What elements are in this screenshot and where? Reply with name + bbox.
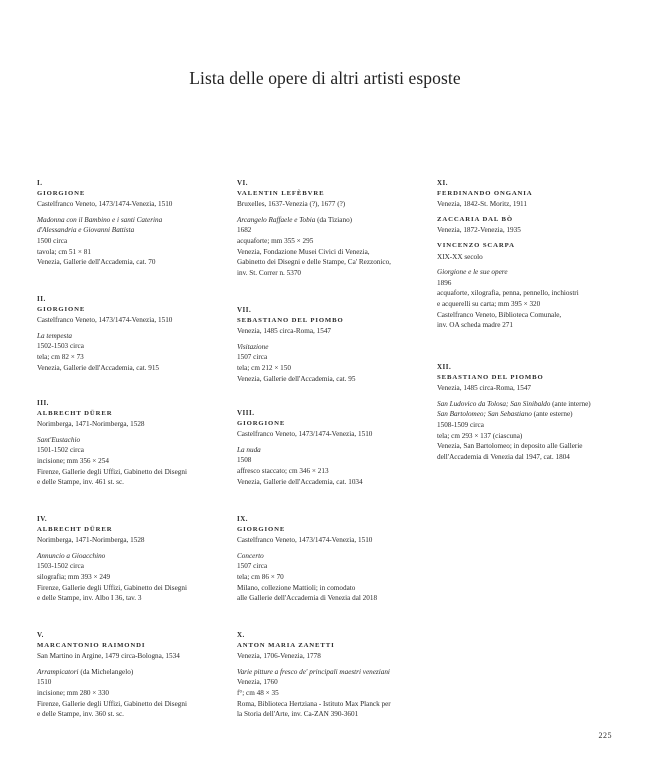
entry-number: X. bbox=[237, 631, 245, 639]
work-title: Sant'Eustachio bbox=[37, 435, 81, 444]
work-location: Gabinetto dei Disegni e delle Stampe, Ca' Rezzonico, bbox=[237, 258, 391, 267]
work-date: 1503-1502 circa bbox=[37, 562, 84, 571]
work-location: e delle Stampe, inv. Albo I 36, tav. 3 bbox=[37, 594, 142, 603]
entry-number: IV. bbox=[37, 515, 48, 523]
artist-bio: Venezia, 1485 circa-Roma, 1547 bbox=[237, 327, 332, 336]
artist-name: VINCENZO SCARPA bbox=[437, 241, 515, 249]
work-date: 1896 bbox=[437, 278, 452, 287]
artist-name: ALBRECHT DÜRER bbox=[37, 409, 113, 417]
catalog-entry-7 bbox=[237, 305, 407, 384]
entry-number: III. bbox=[37, 399, 49, 407]
catalog-entry-1 bbox=[37, 178, 212, 268]
work-medium: tela; cm 293 × 137 (ciascuna) bbox=[437, 431, 523, 440]
entry-number: II. bbox=[37, 295, 46, 303]
work-medium: e acquerelli su carta; mm 395 × 320 bbox=[437, 299, 541, 308]
catalog-entry-5 bbox=[37, 630, 212, 720]
entry-number: IX. bbox=[237, 515, 249, 523]
work-medium: tela; cm 86 × 70 bbox=[237, 572, 284, 581]
work-location: Venezia, Gallerie dell'Accademia, cat. 1034 bbox=[237, 477, 363, 486]
artist-name: ANTON MARIA ZANETTI bbox=[237, 641, 335, 649]
work-location: dell'Accademia di Venezia dal 1947, cat. 1804 bbox=[437, 452, 570, 461]
catalog-entry-9 bbox=[237, 514, 407, 604]
work-location: Venezia, Fondazione Musei Civici di Venezia, bbox=[237, 247, 370, 256]
work-title: Annuncio a Gioacchino bbox=[37, 551, 106, 560]
work-medium: acquaforte; mm 355 × 295 bbox=[237, 236, 314, 245]
work-medium: tavola; cm 51 × 81 bbox=[37, 247, 91, 256]
work-medium: acquaforte, xilografia, penna, pennello, inchiostri bbox=[437, 289, 579, 298]
entry-number: V. bbox=[37, 631, 44, 639]
entry-number: I. bbox=[37, 179, 43, 187]
work-medium: tela; cm 212 × 150 bbox=[237, 363, 291, 372]
artist-bio: Venezia, 1485 circa-Roma, 1547 bbox=[437, 384, 532, 393]
work-location: Firenze, Gallerie degli Uffizi, Gabinetto dei Disegni bbox=[37, 467, 187, 476]
artist-name: GIORGIONE bbox=[237, 419, 286, 427]
catalog-entry-10 bbox=[237, 630, 407, 720]
entry-number: XII. bbox=[437, 363, 452, 371]
artist-bio: Castelfranco Veneto, 1473/1474-Venezia, 1510 bbox=[237, 536, 373, 545]
artist-bio: XIX-XX secolo bbox=[437, 252, 483, 261]
work-date: 1507 circa bbox=[237, 353, 268, 362]
work-medium: incisione; mm 280 × 330 bbox=[37, 688, 109, 697]
work-location: alle Gallerie dell'Accademia di Venezia dal 2018 bbox=[237, 594, 378, 603]
work-location: Venezia, Gallerie dell'Accademia, cat. 95 bbox=[237, 374, 356, 383]
work-title: d'Alessandria e Giovanni Battista bbox=[37, 226, 135, 235]
artist-bio: Bruxelles, 1637-Venezia (?), 1677 (?) bbox=[237, 200, 346, 209]
entry-number: VII. bbox=[237, 306, 252, 314]
artist-name: FERDINANDO ONGANIA bbox=[437, 189, 533, 197]
work-date: 1501-1502 circa bbox=[37, 446, 84, 455]
work-medium: incisione; mm 356 × 254 bbox=[37, 456, 109, 465]
work-title: Giorgione e le sue opere bbox=[437, 268, 508, 277]
work-date: Venezia, 1760 bbox=[237, 678, 278, 687]
artist-name: SEBASTIANO DEL PIOMBO bbox=[237, 316, 344, 324]
work-title: La tempesta bbox=[37, 331, 72, 340]
work-medium: affresco staccato; cm 346 × 213 bbox=[237, 466, 329, 475]
work-title: Arrampicatori (da Michelangelo) bbox=[37, 667, 134, 676]
artist-name: GIORGIONE bbox=[37, 189, 86, 197]
work-date: 1508-1509 circa bbox=[437, 420, 484, 429]
artist-bio: Castelfranco Veneto, 1473/1474-Venezia, 1510 bbox=[37, 200, 173, 209]
artist-name: GIORGIONE bbox=[237, 525, 286, 533]
work-date: 1682 bbox=[237, 226, 252, 235]
artist-bio: Venezia, 1842-St. Moritz, 1911 bbox=[437, 200, 527, 209]
work-title: Varie pitture a fresco de' principali maestri veneziani bbox=[237, 667, 390, 676]
work-location: Milano, collezione Mattioli; in comodato bbox=[237, 583, 356, 592]
entry-number: XI. bbox=[437, 179, 449, 187]
work-title: Madonna con il Bambino e i santi Caterina bbox=[37, 215, 163, 224]
catalog-entry-11 bbox=[437, 178, 617, 331]
work-title: Arcangelo Raffaele e Tobia (da Tiziano) bbox=[237, 215, 353, 224]
entry-number: VI. bbox=[237, 179, 249, 187]
work-medium: tela; cm 82 × 73 bbox=[37, 352, 84, 361]
work-location: Roma, Biblioteca Hertziana - Istituto Max Planck per bbox=[237, 699, 391, 708]
work-title: Concerto bbox=[237, 551, 264, 560]
catalog-entry-6 bbox=[237, 178, 407, 278]
work-location: la Storia dell'Arte, inv. Ca-ZAN 390-3601 bbox=[237, 710, 359, 719]
catalog-entry-4 bbox=[37, 514, 212, 604]
page-title: Lista delle opere di altri artisti esposte bbox=[189, 68, 461, 88]
work-location: e delle Stampe, inv. 461 st. sc. bbox=[37, 478, 124, 487]
work-location: Venezia, Gallerie dell'Accademia, cat. 915 bbox=[37, 363, 160, 372]
artist-bio: Venezia, 1872-Venezia, 1935 bbox=[437, 226, 521, 235]
work-location: Castelfranco Veneto, Biblioteca Comunale, bbox=[437, 310, 562, 319]
artist-name: GIORGIONE bbox=[37, 305, 86, 313]
work-title: Visitazione bbox=[237, 342, 269, 351]
work-location: Venezia, San Bartolomeo; in deposito alle Gallerie bbox=[437, 442, 583, 451]
work-location: Firenze, Gallerie degli Uffizi, Gabinetto dei Disegni bbox=[37, 583, 187, 592]
catalog-entry-12 bbox=[437, 362, 617, 462]
work-location: e delle Stampe, inv. 360 st. sc. bbox=[37, 710, 124, 719]
page-number: 225 bbox=[598, 731, 612, 740]
artist-name: ALBRECHT DÜRER bbox=[37, 525, 113, 533]
work-medium: silografia; mm 393 × 249 bbox=[37, 572, 111, 581]
work-title: La nuda bbox=[237, 445, 261, 454]
artist-bio: San Martino in Argine, 1479 circa-Bologna, 1534 bbox=[37, 652, 180, 661]
work-location: inv. St. Correr n. 5370 bbox=[237, 268, 302, 277]
catalog-entry-3 bbox=[37, 398, 212, 488]
work-date: 1507 circa bbox=[237, 562, 268, 571]
work-location: Venezia, Gallerie dell'Accademia, cat. 70 bbox=[37, 258, 156, 267]
work-title: San Ludovico da Tolosa; San Sinibaldo (ante interne) bbox=[437, 399, 591, 408]
artist-bio: Norimberga, 1471-Norimberga, 1528 bbox=[37, 536, 145, 545]
work-date: 1500 circa bbox=[37, 236, 68, 245]
work-medium: f°; cm 48 × 35 bbox=[237, 688, 279, 697]
catalog-entry-8 bbox=[237, 408, 407, 487]
work-title: San Bartolomeo; San Sebastiano (ante esterne) bbox=[437, 410, 573, 419]
entry-number: VIII. bbox=[237, 409, 255, 417]
work-date: 1510 bbox=[37, 678, 52, 687]
artist-name: ZACCARIA DAL BÒ bbox=[437, 215, 513, 223]
artist-bio: Norimberga, 1471-Norimberga, 1528 bbox=[37, 420, 145, 429]
artist-name: SEBASTIANO DEL PIOMBO bbox=[437, 373, 544, 381]
catalog-entry-2 bbox=[37, 294, 212, 373]
work-date: 1502-1503 circa bbox=[37, 342, 84, 351]
work-location: inv. OA scheda madre 271 bbox=[437, 321, 513, 330]
artist-name: VALENTIN LEFÈBVRE bbox=[237, 189, 325, 197]
artist-name: MARCANTONIO RAIMONDI bbox=[37, 641, 146, 649]
work-date: 1508 bbox=[237, 456, 252, 465]
artist-bio: Castelfranco Veneto, 1473/1474-Venezia, 1510 bbox=[37, 316, 173, 325]
artist-bio: Castelfranco Veneto, 1473/1474-Venezia, 1510 bbox=[237, 430, 373, 439]
work-location: Firenze, Gallerie degli Uffizi, Gabinetto dei Disegni bbox=[37, 699, 187, 708]
artist-bio: Venezia, 1706-Venezia, 1778 bbox=[237, 652, 321, 661]
